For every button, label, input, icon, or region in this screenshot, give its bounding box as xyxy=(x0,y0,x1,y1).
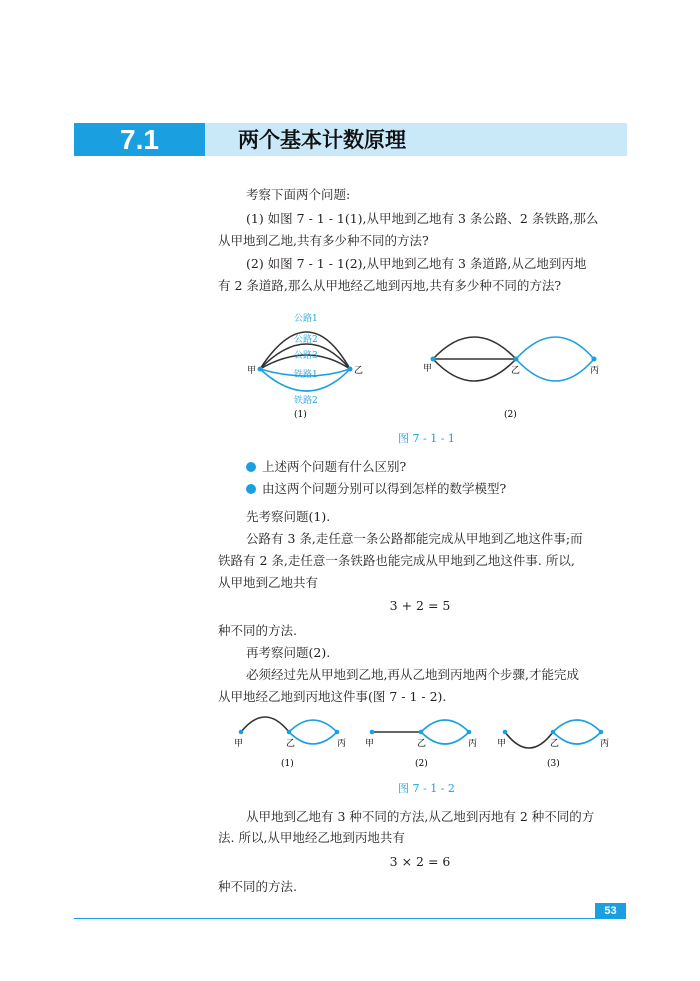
svg-text:甲: 甲 xyxy=(234,739,244,749)
figure-7-1-2 xyxy=(225,708,625,773)
analysis-1-end: 种不同的方法. xyxy=(218,623,297,638)
question-1: 上述两个问题有什么区别? xyxy=(246,458,406,476)
conclusion-line2: 法. 所以,从甲地经乙地到丙地共有 xyxy=(218,830,405,845)
figure-1-sub2: (2) xyxy=(504,410,517,420)
analysis-1-line1: 公路有 3 条,走任意一条公路都能完成从甲地到乙地这件事;而 xyxy=(246,531,583,546)
label-rail1: 铁路1 xyxy=(294,370,318,380)
label-road1: 公路1 xyxy=(294,314,318,324)
analysis-2-line1: 必须经过先从甲地到乙地,再从乙地到丙地两个步骤,才能完成 xyxy=(246,667,579,682)
page-number: 53 xyxy=(595,903,626,919)
figure-2-caption: 图 7 - 1 - 2 xyxy=(398,782,455,795)
figure-1-sub1: (1) xyxy=(294,410,307,420)
question-2: 由这两个问题分别可以得到怎样的数学模型? xyxy=(246,480,506,498)
svg-text:甲: 甲 xyxy=(497,739,507,749)
label-road2: 公路2 xyxy=(294,335,318,345)
figure-1-caption: 图 7 - 1 - 1 xyxy=(398,432,455,445)
figure-2-sub2: (2) xyxy=(415,759,428,769)
label-road3: 公路3 xyxy=(294,351,318,361)
problem-1-line2: 从甲地到乙地,共有多少种不同的方法? xyxy=(218,233,429,248)
problem-2-line2: 有 2 条道路,那么从甲地经乙地到丙地,共有多少种不同的方法? xyxy=(218,278,562,293)
equation-sum: 3 + 2 = 5 xyxy=(389,598,451,613)
analysis-2: 再考察问题(2). xyxy=(246,645,331,660)
bullet-icon xyxy=(246,462,256,472)
analysis-1-line2: 铁路有 2 条,走任意一条铁路也能完成从甲地到乙地这件事. 所以, xyxy=(218,553,575,568)
label-rail2: 铁路2 xyxy=(294,396,318,406)
svg-text:乙: 乙 xyxy=(286,739,296,749)
conclusion-line1: 从甲地到乙地有 3 种不同的方法,从乙地到丙地有 2 种不同的方 xyxy=(246,809,595,824)
svg-text:丙: 丙 xyxy=(600,739,610,749)
svg-text:丙: 丙 xyxy=(468,739,478,749)
label-bing: 丙 xyxy=(590,366,600,376)
problem-1-line1: (1) 如图 7 - 1 - 1(1),从甲地到乙地有 3 条公路、2 条铁路,那么 xyxy=(246,211,599,226)
analysis-2-line2: 从甲地经乙地到丙地这件事(图 7 - 1 - 2). xyxy=(218,689,447,704)
svg-text:丙: 丙 xyxy=(337,739,347,749)
footer-rule xyxy=(74,918,626,919)
analysis-1: 先考察问题(1). xyxy=(246,509,331,524)
conclusion-end: 种不同的方法. xyxy=(218,879,297,894)
figure-2-sub3: (3) xyxy=(547,759,560,769)
label-yi-2: 乙 xyxy=(511,366,521,376)
figure-2-sub1: (1) xyxy=(281,759,294,769)
analysis-1-line3: 从甲地到乙地共有 xyxy=(218,575,319,590)
label-jia-2: 甲 xyxy=(423,364,433,374)
svg-text:甲: 甲 xyxy=(365,739,375,749)
label-jia: 甲 xyxy=(247,366,257,376)
problem-2-line1: (2) 如图 7 - 1 - 1(2),从甲地到乙地有 3 条道路,从乙地到丙地 xyxy=(246,256,587,271)
label-yi: 乙 xyxy=(354,366,364,376)
svg-text:乙: 乙 xyxy=(550,739,560,749)
bullet-icon xyxy=(246,484,256,494)
paragraph-intro: 考察下面两个问题: xyxy=(246,187,351,202)
equation-product: 3 × 2 = 6 xyxy=(389,854,451,869)
figure-7-1-1 xyxy=(230,305,630,425)
section-number: 7.1 xyxy=(74,123,205,156)
section-title: 两个基本计数原理 xyxy=(238,127,406,152)
svg-text:乙: 乙 xyxy=(417,739,427,749)
